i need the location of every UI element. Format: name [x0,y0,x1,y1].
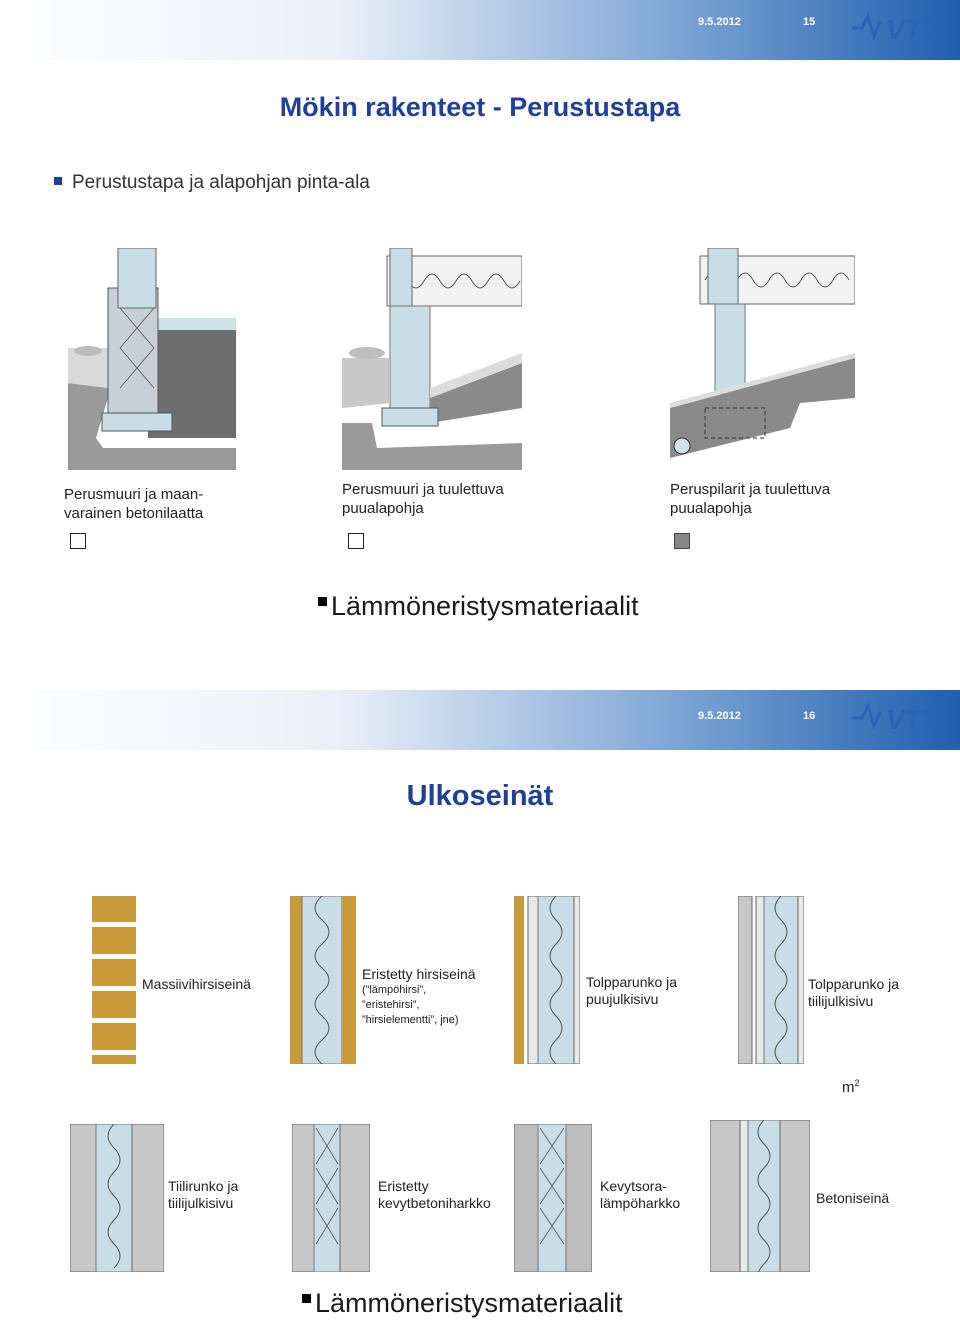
wall-label-line: Tolpparunko ja [808,976,900,992]
unit-text: m [842,1079,855,1096]
caption-line: Perusmuuri ja tuulettuva [342,481,504,498]
wall-label-line: puujulkisivu [586,991,659,1007]
slide-date: 9.5.2012 [698,16,741,28]
unit-label [842,1078,860,1096]
wall-label-brick-frame [168,1178,238,1212]
bullet-square-icon [302,1294,311,1303]
checkbox-piers[interactable] [674,533,690,549]
caption-line: puualapohja [670,500,752,517]
footer-bullet [318,591,639,622]
wall-label-line: lämpöharkko [600,1195,681,1211]
wall-label-line: kevytbetoniharkko [378,1195,491,1211]
slide-title: Mökin rakenteet - Perustustapa [279,92,681,122]
vtt-logo-icon [848,696,958,736]
wall-label-solid-log: Massiivihirsiseinä [142,976,251,992]
wall-label-line: Tiilirunko ja [168,1178,239,1194]
caption-line: puualapohja [342,500,424,517]
wall-label-timber-brick [808,976,899,1010]
bullet-square-icon [318,597,327,606]
bullet-item [54,172,370,194]
foundation-wall-ventilated-diagram [342,248,522,470]
vtt-logo-icon [848,6,958,46]
wall-label-line: Eristetty [378,1178,429,1194]
bullet-square-icon [54,177,62,185]
foundation-slab-diagram [68,248,236,470]
wall-label-timber-wood [586,974,677,1008]
svg-text:VTT: VTT [886,14,939,45]
option-caption-piers [670,480,830,518]
checkbox-wall[interactable] [348,533,364,549]
wall-label-line: tiilijulkisivu [808,993,874,1009]
footer-bullet-text: Lämmöneristysmateriaalit [331,591,639,621]
concrete-wall-section-icon [710,1120,810,1272]
svg-text:VTT: VTT [886,704,939,735]
insulated-aerated-concrete-block-icon [292,1124,370,1272]
slide-header-bar [0,0,960,60]
bullet-text: Perustustapa ja alapohjan pinta-ala [72,172,370,193]
slide-page-number: 15 [803,16,816,28]
caption-line: Peruspilarit ja tuulettuva [670,481,831,498]
footer-bullet [302,1288,623,1319]
footer-bullet-text: Lämmöneristysmateriaalit [315,1288,623,1318]
slide-date: 9.5.2012 [698,710,741,722]
wall-label-main: Eristetty hirsiseinä [362,966,476,982]
pier-foundation-diagram [670,248,855,470]
lightweight-aggregate-block-icon [514,1124,592,1272]
caption-line: Perusmuuri ja maan- [64,486,204,503]
wall-label-line: Tolpparunko ja [586,974,678,990]
option-caption-wall [342,480,504,518]
caption-line: varainen betonilaatta [64,505,204,522]
brick-frame-wall-section-icon [70,1124,164,1272]
slide-title: Ulkoseinät [406,780,554,812]
timber-frame-wood-cladding-icon [514,896,580,1064]
log-wall-section-icon [92,896,136,1064]
wall-label-sub: ”hirsielementti”, jne) [362,1014,459,1026]
wall-label-line: Kevytsora- [600,1178,667,1194]
wall-label-sub: ”eristehirsi”, [362,999,420,1011]
wall-label-insulated-log [362,966,476,1028]
unit-superscript: 2 [854,1078,860,1088]
wall-label-lwa-block [600,1178,680,1212]
option-caption-slab [64,485,203,523]
wall-label-aerated-block [378,1178,491,1212]
insulated-log-wall-section-icon [290,896,356,1064]
checkbox-slab[interactable] [70,533,86,549]
wall-label-concrete: Betoniseinä [816,1190,890,1206]
slide-page-number: 16 [803,710,816,722]
wall-label-sub: (”lämpöhirsi”, [362,984,427,996]
slide-header-bar [0,690,960,750]
timber-frame-brick-facade-icon [738,896,804,1064]
wall-label-line: tiilijulkisivu [168,1195,234,1211]
